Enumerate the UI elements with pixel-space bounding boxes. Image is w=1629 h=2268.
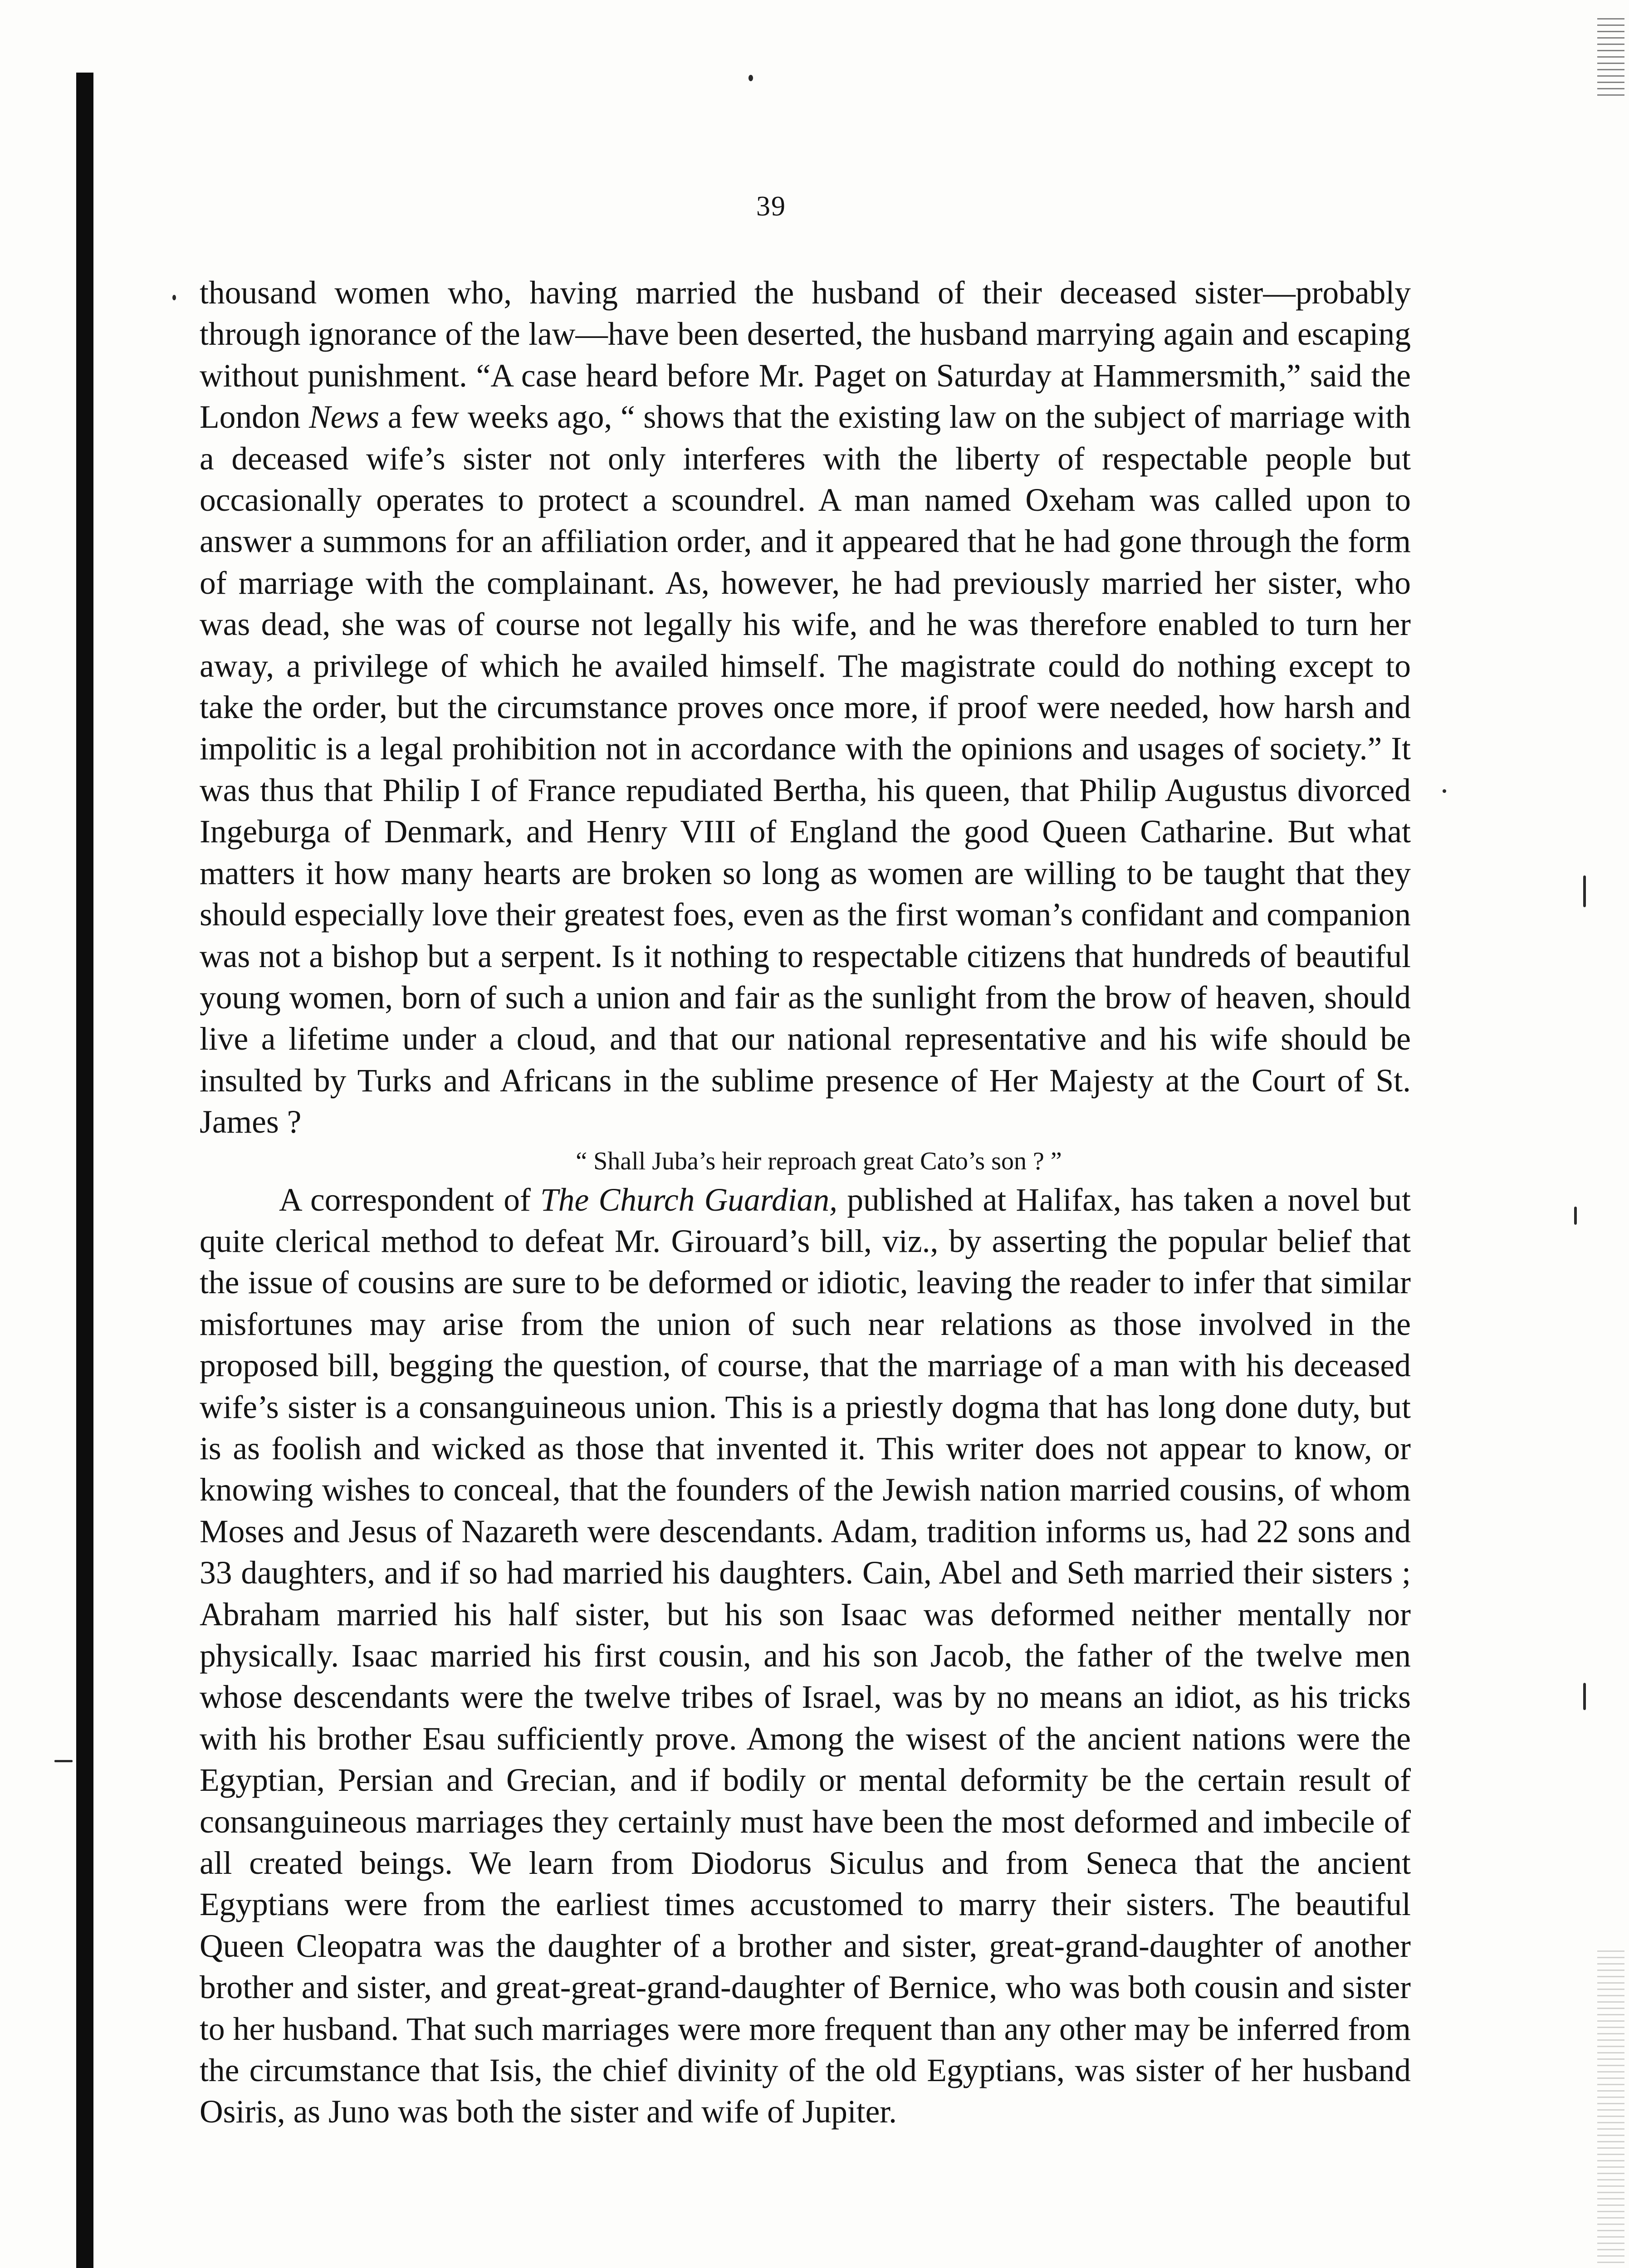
- paragraph: [200, 1179, 1411, 2133]
- publication-name: News: [309, 399, 380, 435]
- paragraph-text: A correspondent of: [279, 1182, 531, 1218]
- paragraph-text: published at Halifax, has taken a novel but quite clerical method to defeat Mr. Girouard’s bill, viz., by asserting the popular belief that the issue of cousins are sure to be deformed or idiotic, leaving the reader to infer that similar misfortunes may arise from the union of such near relations as those involved in the proposed bill, begging the question, of course, that the marriage of a man with his deceased wife’s sister is a consanguineous union. This is a priestly dogma that has long done duty, but is as foolish and wicked as those that invented it. This writer does not appear to know, or knowing wishes to conceal, that the founders of the Jewish nation married cousins, of whom Moses and Jesus of Nazareth were descendants. Adam, tradition informs us, had 22 sons and 33 daughters, and if so had married his daughters. Cain, Abel and Seth married their sisters ; Abraham married his half sister, but his son Isaac was deformed neither mentally nor physically. Isaac married his first cousin, and his son Jacob, the father of the twelve men whose descendants were the twelve tribes of Israel, was by no means an idiot, as his tricks with his brother Esau sufficiently prove. Among the wisest of the ancient nations were the Egyptian, Persian and Grecian, and if bodily or mental deformity be the certain result of consanguineous marriages they certainly must have been the most deformed and imbecile of all created beings. We learn from Diodorus Siculus and from Seneca that the ancient Egyptians were from the earliest times accustomed to marry their sisters. The beautiful Queen Cleopatra was the daughter of a brother and sister, great-grand-daughter of another brother and sister, and great-great-grand-daughter of Bernice, who was both cousin and sister to her husband. That such marriages were more frequent than any other may be inferred from the circumstance that Isis, the chief divinity of the old Egyptians, was sister of her husband Osiris, as Juno was both the sister and wife of Jupiter.: [200, 1182, 1411, 2130]
- page-number: 39: [756, 191, 786, 222]
- edge-specks-bottom: [1597, 1950, 1624, 2268]
- block-quote: “ Shall Juba’s heir reproach great Cato’s son ? ”: [576, 1147, 1062, 1175]
- edge-specks-top: [1597, 18, 1624, 100]
- paragraph-text: thousand women who, having married the husband of their deceased sister—probably through ignorance of the law—have been deserted, the husband marrying again and escaping without punishment. “A case heard before Mr. Paget on Saturday at Hammersmith,” said the London: [200, 275, 1411, 435]
- speck: [1574, 1207, 1577, 1225]
- paragraph-text: a few weeks ago, “ shows that the existing law on the subject of marriage with a deceased wife’s sister not only interferes with the liberty of respectable people but occasionally operates to protect a scoundrel. A man named Oxeham was called upon to answer a summons for an affiliation order, and it appeared that he had gone through the form of marriage with the complainant. As, however, he had previously married her sister, who was dead, she was of course not legally his wife, and he was therefore enabled to turn her away, a privilege of which he availed himself. The magistrate could do nothing except to take the order, but the circumstance proves once more, if proof were needed, how harsh and impolitic is a legal prohibition not in accordance with the opinions and usages of society.” It was thus that Philip I of France repudiated Bertha, his queen, that Philip Augustus divorced Ingeburga of Denmark, and Henry VIII of England the good Queen Catharine. But what matters it how many hearts are broken so long as women are willing to be taught that they should especially love their greatest foes, even as the first woman’s confidant and companion was not a bishop but a serpent. Is it nothing to respectable citizens that hundreds of beautiful young women, born of such a union and fair as the sunlight from the brow of heaven, should live a lifetime under a cloud, and that our national representative and his wife should be insulted by Turks and Africans in the sublime presence of Her Majesty at the Court of St. James ?: [200, 399, 1411, 1140]
- binding-edge: [76, 73, 93, 2268]
- body-text: [200, 272, 1411, 2133]
- speck: [1583, 875, 1586, 907]
- paragraph-continued: [200, 272, 1411, 1143]
- publication-name: The Church Guardian,: [540, 1182, 837, 1218]
- speck: [1583, 1683, 1586, 1710]
- speck: [54, 1760, 73, 1762]
- speck: [172, 295, 176, 300]
- speck: [1443, 789, 1446, 793]
- speck: [748, 75, 753, 81]
